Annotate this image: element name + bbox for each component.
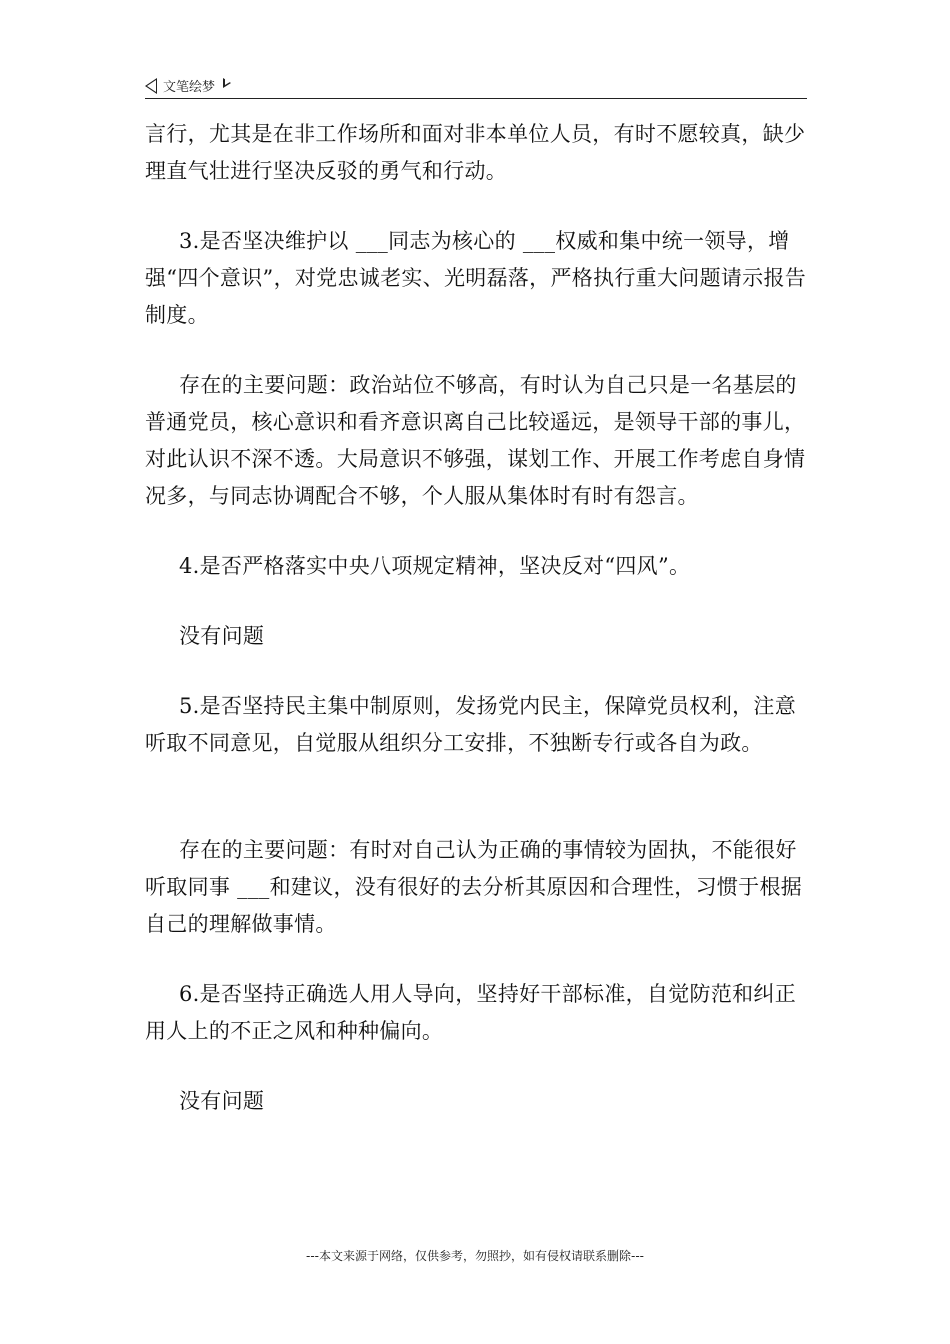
answer-4: 没有问题 <box>179 624 265 648</box>
page-footer: ---本文来源于网络，仅供参考，勿照抄，如有侵权请联系删除--- <box>306 1249 644 1263</box>
paragraph-continuation: 言行，尤其是在非工作场所和面对非本单位人员，有时不愿较真，缺少理直气壮进行坚决反驳的勇气和行动。 <box>145 122 806 183</box>
document-body <box>145 116 807 1120</box>
left-triangle-icon <box>145 78 157 94</box>
brand-name: 文笔绘梦 <box>163 80 216 95</box>
question-3: 3.是否坚决维护以 ___同志为核心的 ___权威和集中统一领导，增强“四个意识”，对党忠诚老实、光明磊落，严格执行重大问题请示报告制度。 <box>145 229 807 327</box>
answer-6: 没有问题 <box>179 1089 265 1113</box>
question-6: 6.是否坚持正确选人用人导向，坚持好干部标准，自觉防范和纠正用人上的不正之风和种种偏向。 <box>145 982 797 1043</box>
page-header <box>145 72 807 99</box>
question-5: 5.是否坚持民主集中制原则，发扬党内民主，保障党员权利，注意听取不同意见，自觉服从组织分工安排，不独断专行或各自为政。 <box>145 694 797 755</box>
right-triangle-icon <box>223 78 231 88</box>
problem-3: 存在的主要问题：政治站位不够高，有时认为自己只是一名基层的普通党员，核心意识和看齐意识离自己比较遥远，是领导干部的事儿，对此认识不深不透。大局意识不够强，谋划工作、开展工作考虑自身情况多，与同志协调配合不够，个人服从集体时有时有怨言。 <box>145 373 806 508</box>
problem-5: 存在的主要问题：有时对自己认为正确的事情较为固执，不能很好听取同事 ___和建议，没有很好的去分析其原因和合理性，习惯于根据自己的理解做事情。 <box>145 838 803 936</box>
brand <box>145 76 231 95</box>
question-4: 4.是否严格落实中央八项规定精神，坚决反对“四风”。 <box>179 554 691 578</box>
